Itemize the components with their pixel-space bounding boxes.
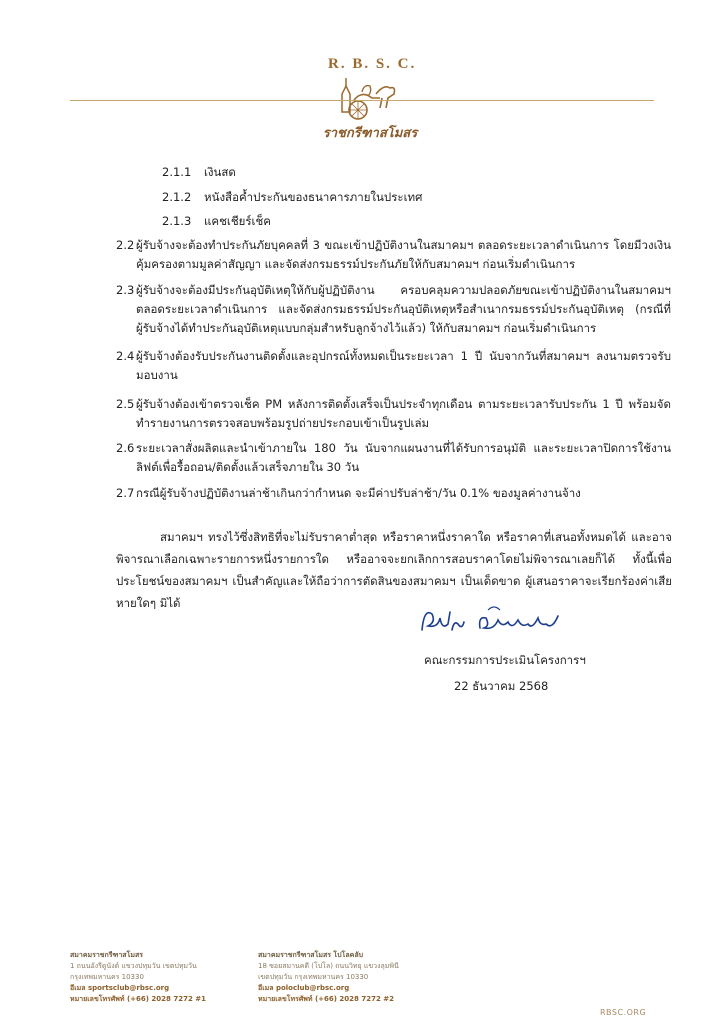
- list-item: [116, 236, 671, 274]
- logo-subtitle: ราชกรีฑาสโมสร: [322, 125, 418, 140]
- item-text: ผู้รับจ้างต้องรับประกันงานติดตั้งและอุปกรณ์ทั้งหมดเป็นระยะเวลา 1 ปี นับจากวันที่สมาคมฯ ลงนามตรวจรับมอบงาน: [136, 349, 671, 382]
- list-item: [116, 484, 671, 503]
- sub-item-text: แคชเชียร์เช็ค: [204, 214, 271, 228]
- item-number: 2.5: [116, 397, 135, 411]
- handwritten-signature: [418, 600, 568, 644]
- footer-right-phone: หมายเลขโทรศัพท์ (+66) 2028 7272 #2: [258, 995, 394, 1003]
- item-text: ผู้รับจ้างจะต้องมีประกันอุบัติเหตุให้กับผู้ปฏิบัติงาน ครอบคลุมความปลอดภัยขณะเข้าปฏิบัติงานในสมาคมฯ ตลอดระยะเวลาดำเนินการ และจัดส่งกรมธรรม์ประกันอุบัติเหตุหรือสำเนากรมธรรม์ประกันอุบัติเหตุ (กรณีที่ผู้รับจ้างได้ทำประกันอุบัติเหตุแบบกลุ่มสำหรับลูกจ้างไว้แล้ว) ให้กับสมาคมฯ ก่อนเริ่มดำเนินการ: [136, 283, 671, 335]
- footer-right-email[interactable]: อีเมล poloclub@rbsc.org: [258, 984, 350, 992]
- item-text: ผู้รับจ้างต้องเข้าตรวจเช็ค PM หลังการติดตั้งเสร็จเป็นประจำทุกเดือน ตามระยะเวลารับประกัน 1 ปี พร้อมจัดทำรายงานการตรวจสอบพร้อมรูปถ่ายประกอบเข้าเป็นรูปเล่ม: [136, 397, 671, 430]
- sub-item-number: 2.1.3: [162, 214, 192, 228]
- list-item: [116, 347, 671, 385]
- footer-left-address-2: กรุงเทพมหานคร 10330: [70, 973, 144, 981]
- carriage-emblem-icon: [336, 72, 400, 122]
- sub-item-text: หนังสือค้ำประกันของธนาคารภายในประเทศ: [204, 190, 423, 204]
- signer-title: คณะกรรมการประเมินโครงการฯ: [424, 653, 586, 667]
- footer-right: [258, 950, 399, 1005]
- header-divider: [70, 100, 654, 101]
- footer-left: [70, 950, 206, 1005]
- item-number: 2.7: [116, 486, 135, 500]
- item-number: 2.3: [116, 283, 135, 297]
- footer-right-title: สมาคมราชกรีฑาสโมสร โปโลคลับ: [258, 951, 364, 959]
- footer-right-address-1: 18 ซอยสมานคดี (โปโล) ถนนวิทยุ แขวงลุมพินี: [258, 962, 399, 970]
- sub-item: [162, 164, 236, 180]
- footer-website-link[interactable]: RBSC.ORG: [600, 1008, 647, 1017]
- list-item: [116, 439, 671, 477]
- closing-paragraph: สมาคมฯ ทรงไว้ซึ่งสิทธิที่จะไม่รับราคาต่ำสุด หรือราคาหนึ่งราคาใด หรือราคาที่เสนอทั้งหมดได้ และอาจพิจารณาเลือกเฉพาะรายการหนึ่งรายการใด หรืออาจจะยกเลิกการสอบราคาโดยไม่พิจารณาเลยก็ได้ ทั้งนี้เพื่อประโยชน์ของสมาคมฯ เป็นสำคัญและให้ถือว่าการตัดสินของสมาคมฯ เป็นเด็ดขาด ผู้เสนอราคาจะเรียกร้องค่าเสียหายใดๆ มิได้: [116, 530, 672, 610]
- item-text: ผู้รับจ้างจะต้องทำประกันภัยบุคคลที่ 3 ขณะเข้าปฏิบัติงานในสมาคมฯ ตลอดระยะเวลาดำเนินการ โดยมีวงเงินคุ้มครองตามมูลค่าสัญญา และจัดส่งกรมธรรม์ประกันภัยให้กับสมาคมฯ ก่อนเริ่มดำเนินการ: [136, 238, 671, 271]
- list-item: [116, 281, 671, 338]
- footer-right-address-2: เขตปทุมวัน กรุงเทพมหานคร 10330: [258, 973, 369, 981]
- footer-left-title: สมาคมราชกรีฑาสโมสร: [70, 951, 143, 959]
- sub-item-text: เงินสด: [204, 165, 236, 179]
- sub-item: [162, 213, 271, 229]
- footer-left-email[interactable]: อีเมล sportsclub@rbsc.org: [70, 984, 170, 992]
- document-date: 22 ธันวาคม 2568: [454, 679, 549, 693]
- item-text: ระยะเวลาสั่งผลิตและนำเข้าภายใน 180 วัน นับจากแผนงานที่ได้รับการอนุมัติ และระยะเวลาปิดการใช้งานลิฟต์เพื่อรื้อถอน/ติดตั้งแล้วเสร็จภายใน 30 วัน: [136, 441, 671, 474]
- sub-item: [162, 189, 422, 205]
- item-number: 2.6: [116, 441, 135, 455]
- sub-item-number: 2.1.1: [162, 165, 192, 179]
- rbsc-logo: [318, 56, 418, 142]
- item-number: 2.4: [116, 349, 135, 363]
- logo-letters: R. B. S. C.: [328, 56, 417, 72]
- list-item: [116, 395, 671, 433]
- item-number: 2.2: [116, 238, 135, 252]
- item-text: กรณีผู้รับจ้างปฏิบัติงานล่าช้าเกินกว่ากำหนด จะมีค่าปรับล่าช้า/วัน 0.1% ของมูลค่างานจ้าง: [136, 486, 581, 500]
- footer-left-address-1: 1 ถนนอังรีดูนังต์ แขวงปทุมวัน เขตปทุมวัน: [70, 962, 197, 970]
- sub-item-number: 2.1.2: [162, 190, 192, 204]
- footer-left-phone: หมายเลขโทรศัพท์ (+66) 2028 7272 #1: [70, 995, 206, 1003]
